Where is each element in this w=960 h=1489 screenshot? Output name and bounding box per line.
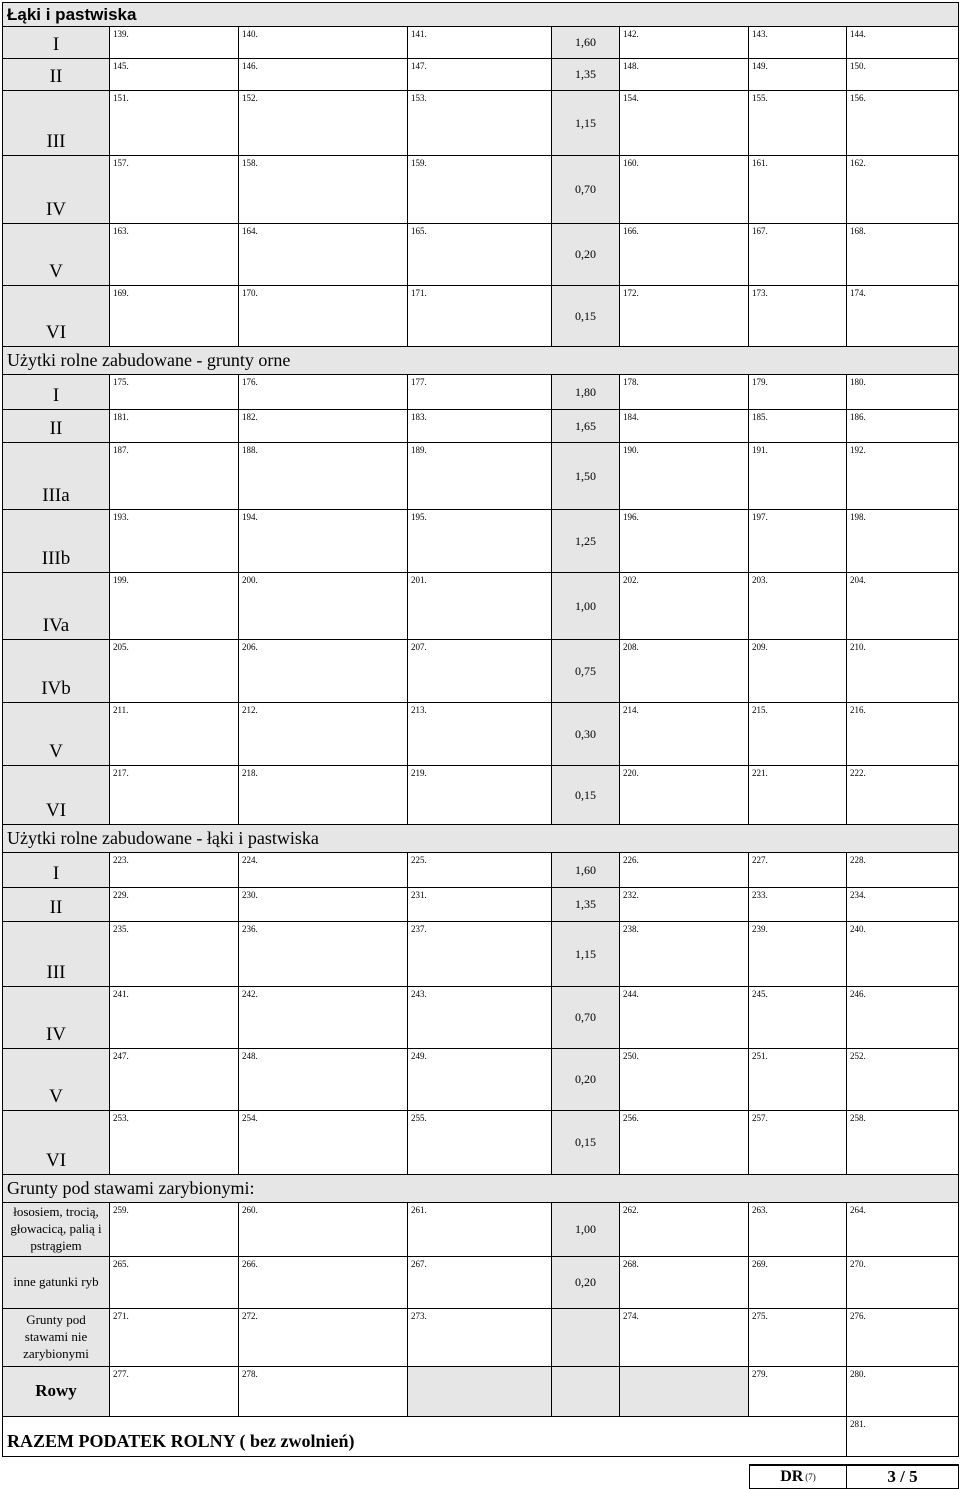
form-row <box>3 224 959 286</box>
input-field[interactable]: 215. <box>749 703 847 766</box>
tax-rate: 0,75 <box>552 640 620 703</box>
input-field[interactable]: 274. <box>620 1309 749 1367</box>
tax-rate: 0,15 <box>552 286 620 347</box>
tax-rate: 1,50 <box>552 443 620 510</box>
input-field[interactable]: 187. <box>110 443 239 510</box>
input-field[interactable]: 275. <box>749 1309 847 1367</box>
tax-rate: 0,20 <box>552 1049 620 1111</box>
form-row <box>3 888 959 922</box>
input-field[interactable]: 230. <box>239 888 408 922</box>
input-field[interactable]: 199. <box>110 573 239 640</box>
section-header <box>3 3 959 27</box>
input-field[interactable]: 182. <box>239 410 408 443</box>
row-label: łososiem, trocią, głowacicą, palią i pstrągiem <box>3 1203 110 1257</box>
input-field[interactable]: 178. <box>620 375 749 410</box>
input-field[interactable]: 148. <box>620 59 749 91</box>
input-field[interactable]: 226. <box>620 853 749 888</box>
form-row <box>3 766 959 825</box>
input-field[interactable]: 224. <box>239 853 408 888</box>
input-field[interactable]: 161. <box>749 156 847 224</box>
input-field[interactable]: 202. <box>620 573 749 640</box>
input-field[interactable]: 208. <box>620 640 749 703</box>
input-field[interactable]: 280. <box>847 1367 959 1417</box>
input-field[interactable]: 277. <box>110 1367 239 1417</box>
tax-rate <box>552 1367 620 1417</box>
input-field[interactable]: 210. <box>847 640 959 703</box>
input-field[interactable]: 201. <box>408 573 552 640</box>
tax-rate: 0,20 <box>552 224 620 286</box>
input-field[interactable]: 214. <box>620 703 749 766</box>
input-field[interactable]: 244. <box>620 987 749 1049</box>
input-field[interactable]: 258. <box>847 1111 959 1175</box>
tax-rate: 0,20 <box>552 1257 620 1309</box>
tax-form-table <box>2 2 959 1457</box>
total-row <box>3 1417 959 1457</box>
row-label: V <box>3 1049 110 1111</box>
section-title: Łąki i pastwiska <box>3 3 959 27</box>
row-label: III <box>3 922 110 987</box>
row-label: IVa <box>3 573 110 640</box>
input-field[interactable]: 263. <box>749 1203 847 1257</box>
input-field[interactable]: 206. <box>239 640 408 703</box>
row-label: VI <box>3 286 110 347</box>
input-field[interactable]: 212. <box>239 703 408 766</box>
input-field[interactable]: 173. <box>749 286 847 347</box>
form-row <box>3 640 959 703</box>
input-field[interactable]: 279. <box>749 1367 847 1417</box>
input-field[interactable]: 211. <box>110 703 239 766</box>
tax-rate: 1,25 <box>552 510 620 573</box>
row-label: V <box>3 224 110 286</box>
input-field[interactable]: 234. <box>847 888 959 922</box>
input-field[interactable]: 192. <box>847 443 959 510</box>
tax-rate: 1,15 <box>552 91 620 156</box>
tax-rate: 1,80 <box>552 375 620 410</box>
form-code <box>750 1466 847 1488</box>
input-field[interactable]: 181. <box>110 410 239 443</box>
section-title: Użytki rolne zabudowane - grunty orne <box>3 347 959 375</box>
input-field[interactable]: 169. <box>110 286 239 347</box>
input-field[interactable]: 246. <box>847 987 959 1049</box>
row-label: IV <box>3 987 110 1049</box>
input-field[interactable]: 209. <box>749 640 847 703</box>
row-label: IVb <box>3 640 110 703</box>
input-field[interactable]: 235. <box>110 922 239 987</box>
section-header <box>3 347 959 375</box>
input-field[interactable]: 143. <box>749 27 847 59</box>
input-field[interactable]: 170. <box>239 286 408 347</box>
input-field[interactable]: 203. <box>749 573 847 640</box>
row-label: I <box>3 853 110 888</box>
input-field[interactable]: 270. <box>847 1257 959 1309</box>
tax-rate: 0,15 <box>552 766 620 825</box>
input-field[interactable]: 260. <box>239 1203 408 1257</box>
input-field[interactable]: 167. <box>749 224 847 286</box>
input-field[interactable]: 179. <box>749 375 847 410</box>
input-field[interactable]: 269. <box>749 1257 847 1309</box>
input-field[interactable]: 142. <box>620 27 749 59</box>
input-field[interactable]: 256. <box>620 1111 749 1175</box>
input-field[interactable]: 141. <box>408 27 552 59</box>
input-field[interactable]: 241. <box>110 987 239 1049</box>
form-row <box>3 156 959 224</box>
input-field[interactable]: 233. <box>749 888 847 922</box>
input-field[interactable]: 172. <box>620 286 749 347</box>
input-field[interactable]: 231. <box>408 888 552 922</box>
input-field[interactable]: 227. <box>749 853 847 888</box>
input-field[interactable]: 152. <box>239 91 408 156</box>
input-field[interactable]: 245. <box>749 987 847 1049</box>
input-field[interactable]: 237. <box>408 922 552 987</box>
input-field[interactable]: 193. <box>110 510 239 573</box>
input-field[interactable]: 232. <box>620 888 749 922</box>
input-field[interactable]: 154. <box>620 91 749 156</box>
input-field[interactable]: 175. <box>110 375 239 410</box>
tax-rate: 1,00 <box>552 573 620 640</box>
input-field[interactable]: 176. <box>239 375 408 410</box>
form-row <box>3 1111 959 1175</box>
input-field[interactable]: 218. <box>239 766 408 825</box>
input-field[interactable]: 139. <box>110 27 239 59</box>
row-label: V <box>3 703 110 766</box>
input-field[interactable]: 144. <box>847 27 959 59</box>
form-row <box>3 853 959 888</box>
input-field[interactable]: 177. <box>408 375 552 410</box>
input-field[interactable]: 183. <box>408 410 552 443</box>
input-field[interactable]: 257. <box>749 1111 847 1175</box>
input-field[interactable]: 267. <box>408 1257 552 1309</box>
tax-rate: 1,15 <box>552 922 620 987</box>
form-row <box>3 987 959 1049</box>
tax-rate: 0,70 <box>552 987 620 1049</box>
tax-rate: 1,35 <box>552 59 620 91</box>
input-field[interactable] <box>408 1367 552 1417</box>
input-field[interactable]: 207. <box>408 640 552 703</box>
input-field[interactable]: 252. <box>847 1049 959 1111</box>
input-field[interactable]: 276. <box>847 1309 959 1367</box>
row-label: VI <box>3 1111 110 1175</box>
input-field[interactable]: 278. <box>239 1367 408 1417</box>
input-field[interactable]: 160. <box>620 156 749 224</box>
input-field[interactable]: 254. <box>239 1111 408 1175</box>
input-field[interactable]: 266. <box>239 1257 408 1309</box>
form-row <box>3 1257 959 1309</box>
input-field[interactable]: 221. <box>749 766 847 825</box>
input-field[interactable]: 219. <box>408 766 552 825</box>
tax-rate: 1,00 <box>552 1203 620 1257</box>
input-field[interactable]: 204. <box>847 573 959 640</box>
row-label: IIIa <box>3 443 110 510</box>
input-field[interactable]: 242. <box>239 987 408 1049</box>
tax-rate <box>552 1309 620 1367</box>
form-row <box>3 410 959 443</box>
form-row <box>3 922 959 987</box>
input-field[interactable]: 222. <box>847 766 959 825</box>
input-field[interactable]: 248. <box>239 1049 408 1111</box>
input-field[interactable]: 259. <box>110 1203 239 1257</box>
input-field[interactable]: 165. <box>408 224 552 286</box>
input-field[interactable]: 220. <box>620 766 749 825</box>
input-field[interactable]: 272. <box>239 1309 408 1367</box>
input-field[interactable]: 164. <box>239 224 408 286</box>
row-label: III <box>3 91 110 156</box>
input-field[interactable]: 171. <box>408 286 552 347</box>
input-field[interactable]: 253. <box>110 1111 239 1175</box>
row-label: II <box>3 410 110 443</box>
input-field[interactable]: 188. <box>239 443 408 510</box>
form-row <box>3 59 959 91</box>
input-field[interactable]: 140. <box>239 27 408 59</box>
input-field[interactable]: 151. <box>110 91 239 156</box>
row-label: IIIb <box>3 510 110 573</box>
input-field[interactable]: 264. <box>847 1203 959 1257</box>
input-field[interactable]: 185. <box>749 410 847 443</box>
tax-rate: 0,30 <box>552 703 620 766</box>
form-row <box>3 1309 959 1367</box>
input-field[interactable]: 191. <box>749 443 847 510</box>
input-field[interactable]: 239. <box>749 922 847 987</box>
input-field[interactable]: 157. <box>110 156 239 224</box>
input-field[interactable]: 147. <box>408 59 552 91</box>
input-field[interactable]: 247. <box>110 1049 239 1111</box>
input-field[interactable]: 190. <box>620 443 749 510</box>
input-field[interactable]: 159. <box>408 156 552 224</box>
input-field[interactable]: 145. <box>110 59 239 91</box>
input-field[interactable]: 261. <box>408 1203 552 1257</box>
tax-rate: 1,60 <box>552 853 620 888</box>
input-field[interactable]: 186. <box>847 410 959 443</box>
form-code-label: DR <box>780 1468 804 1485</box>
input-field[interactable]: 255. <box>408 1111 552 1175</box>
input-field[interactable]: 268. <box>620 1257 749 1309</box>
input-field[interactable]: 189. <box>408 443 552 510</box>
form-row <box>3 27 959 59</box>
input-field[interactable]: 225. <box>408 853 552 888</box>
row-label: I <box>3 375 110 410</box>
form-row <box>3 1367 959 1417</box>
input-field[interactable]: 168. <box>847 224 959 286</box>
input-field[interactable]: 223. <box>110 853 239 888</box>
input-field[interactable]: 228. <box>847 853 959 888</box>
form-row <box>3 573 959 640</box>
row-label: inne gatunki ryb <box>3 1257 110 1309</box>
input-field[interactable]: 229. <box>110 888 239 922</box>
section-header <box>3 1175 959 1203</box>
input-field[interactable]: 156. <box>847 91 959 156</box>
form-version: (7) <box>805 1472 816 1482</box>
row-label: Rowy <box>3 1367 110 1417</box>
input-field[interactable]: 216. <box>847 703 959 766</box>
tax-rate: 1,65 <box>552 410 620 443</box>
input-field[interactable]: 205. <box>110 640 239 703</box>
page-number: 3 / 5 <box>887 1467 918 1486</box>
input-field[interactable]: 198. <box>847 510 959 573</box>
tax-rate: 0,15 <box>552 1111 620 1175</box>
page-footer <box>749 1464 959 1489</box>
row-label: I <box>3 27 110 59</box>
input-field[interactable]: 251. <box>749 1049 847 1111</box>
input-field[interactable]: 162. <box>847 156 959 224</box>
input-field[interactable]: 213. <box>408 703 552 766</box>
input-field[interactable]: 153. <box>408 91 552 156</box>
input-field[interactable]: 240. <box>847 922 959 987</box>
row-label: IV <box>3 156 110 224</box>
row-label: II <box>3 59 110 91</box>
input-field[interactable]: 163. <box>110 224 239 286</box>
input-field[interactable]: 197. <box>749 510 847 573</box>
input-field[interactable]: 158. <box>239 156 408 224</box>
section-header <box>3 825 959 853</box>
input-field[interactable]: 271. <box>110 1309 239 1367</box>
input-field[interactable]: 238. <box>620 922 749 987</box>
input-field[interactable]: 249. <box>408 1049 552 1111</box>
input-field[interactable]: 265. <box>110 1257 239 1309</box>
row-label: Grunty pod stawami nie zarybionymi <box>3 1309 110 1367</box>
form-row <box>3 443 959 510</box>
input-field[interactable]: 196. <box>620 510 749 573</box>
input-field[interactable]: 184. <box>620 410 749 443</box>
form-row <box>3 703 959 766</box>
form-row <box>3 1203 959 1257</box>
total-label: RAZEM PODATEK ROLNY ( bez zwolnień) <box>3 1417 847 1457</box>
form-row <box>3 510 959 573</box>
input-field[interactable]: 174. <box>847 286 959 347</box>
input-field[interactable]: 146. <box>239 59 408 91</box>
input-field[interactable] <box>620 1367 749 1417</box>
total-field[interactable]: 281. <box>847 1417 959 1457</box>
input-field[interactable]: 194. <box>239 510 408 573</box>
form-row <box>3 1049 959 1111</box>
input-field[interactable]: 243. <box>408 987 552 1049</box>
input-field[interactable]: 200. <box>239 573 408 640</box>
input-field[interactable]: 195. <box>408 510 552 573</box>
row-label: VI <box>3 766 110 825</box>
section-title: Grunty pod stawami zarybionymi: <box>3 1175 959 1203</box>
input-field[interactable]: 262. <box>620 1203 749 1257</box>
input-field[interactable]: 149. <box>749 59 847 91</box>
tax-rate: 0,70 <box>552 156 620 224</box>
form-row <box>3 91 959 156</box>
input-field[interactable]: 180. <box>847 375 959 410</box>
input-field[interactable]: 166. <box>620 224 749 286</box>
input-field[interactable]: 217. <box>110 766 239 825</box>
tax-rate: 1,35 <box>552 888 620 922</box>
input-field[interactable]: 150. <box>847 59 959 91</box>
input-field[interactable]: 236. <box>239 922 408 987</box>
tax-rate: 1,60 <box>552 27 620 59</box>
input-field[interactable]: 250. <box>620 1049 749 1111</box>
row-label: II <box>3 888 110 922</box>
section-title: Użytki rolne zabudowane - łąki i pastwiska <box>3 825 959 853</box>
input-field[interactable]: 155. <box>749 91 847 156</box>
form-row <box>3 375 959 410</box>
input-field[interactable]: 273. <box>408 1309 552 1367</box>
form-row <box>3 286 959 347</box>
